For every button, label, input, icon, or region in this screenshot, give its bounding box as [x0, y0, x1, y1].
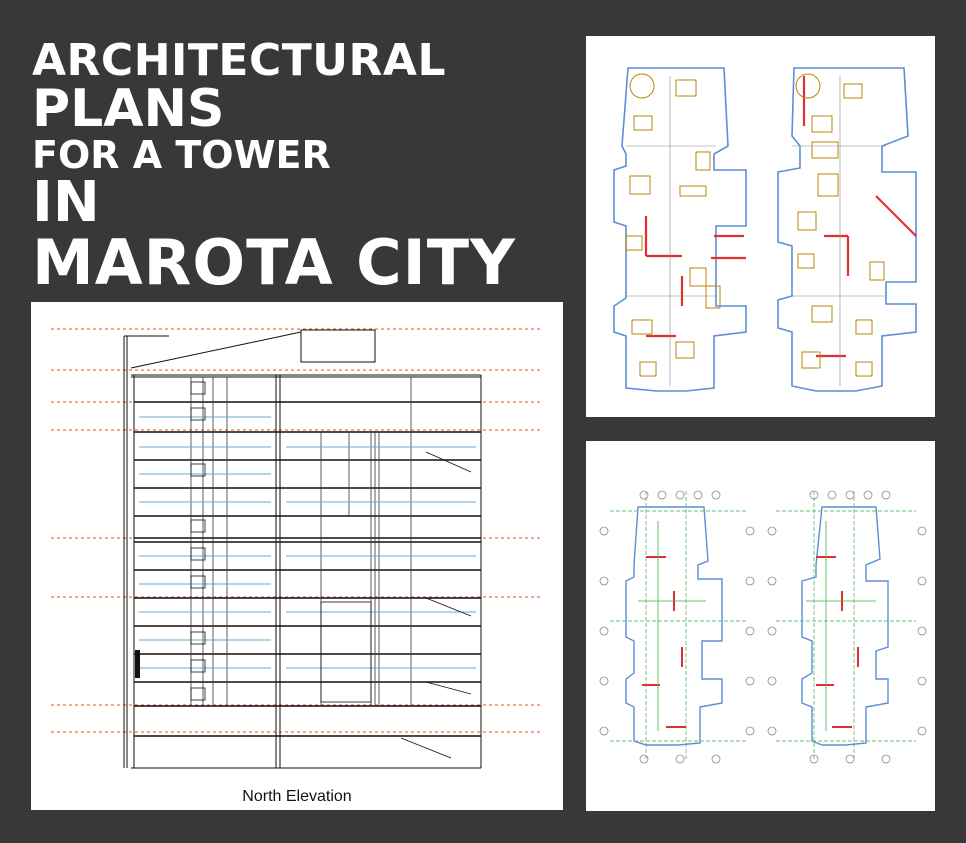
furniture-left — [626, 74, 720, 376]
stair-hatch — [401, 452, 471, 758]
level-lines — [51, 329, 543, 732]
title-line-2: PLANS — [32, 79, 225, 139]
title-line-4: IN — [32, 170, 100, 235]
red-column-marks — [642, 557, 858, 727]
building-outline — [124, 330, 481, 768]
title-line-5: MAROTA CITY — [32, 226, 516, 299]
red-wall-segments — [646, 76, 916, 356]
structural-floor-plans — [586, 441, 935, 811]
poster-title — [32, 35, 516, 299]
furnished-floor-plans-panel — [586, 36, 935, 417]
plan-walls — [626, 507, 888, 745]
grid-bubbles — [600, 491, 926, 763]
furnished-floor-plans — [586, 36, 935, 417]
elevation-caption: North Elevation — [242, 788, 352, 805]
title-line-1: ARCHITECTURAL — [32, 35, 446, 86]
green-dimension-lines — [638, 521, 876, 731]
title-line-3: FOR A TOWER — [32, 133, 331, 177]
structural-floor-plans-panel — [586, 441, 935, 811]
entrance-marker — [135, 650, 140, 678]
elevation-drawing-panel — [31, 302, 563, 810]
floor-slabs — [134, 402, 481, 736]
elevation-drawing — [31, 302, 563, 782]
plan-grid — [626, 76, 886, 386]
grid-axes — [610, 491, 916, 761]
